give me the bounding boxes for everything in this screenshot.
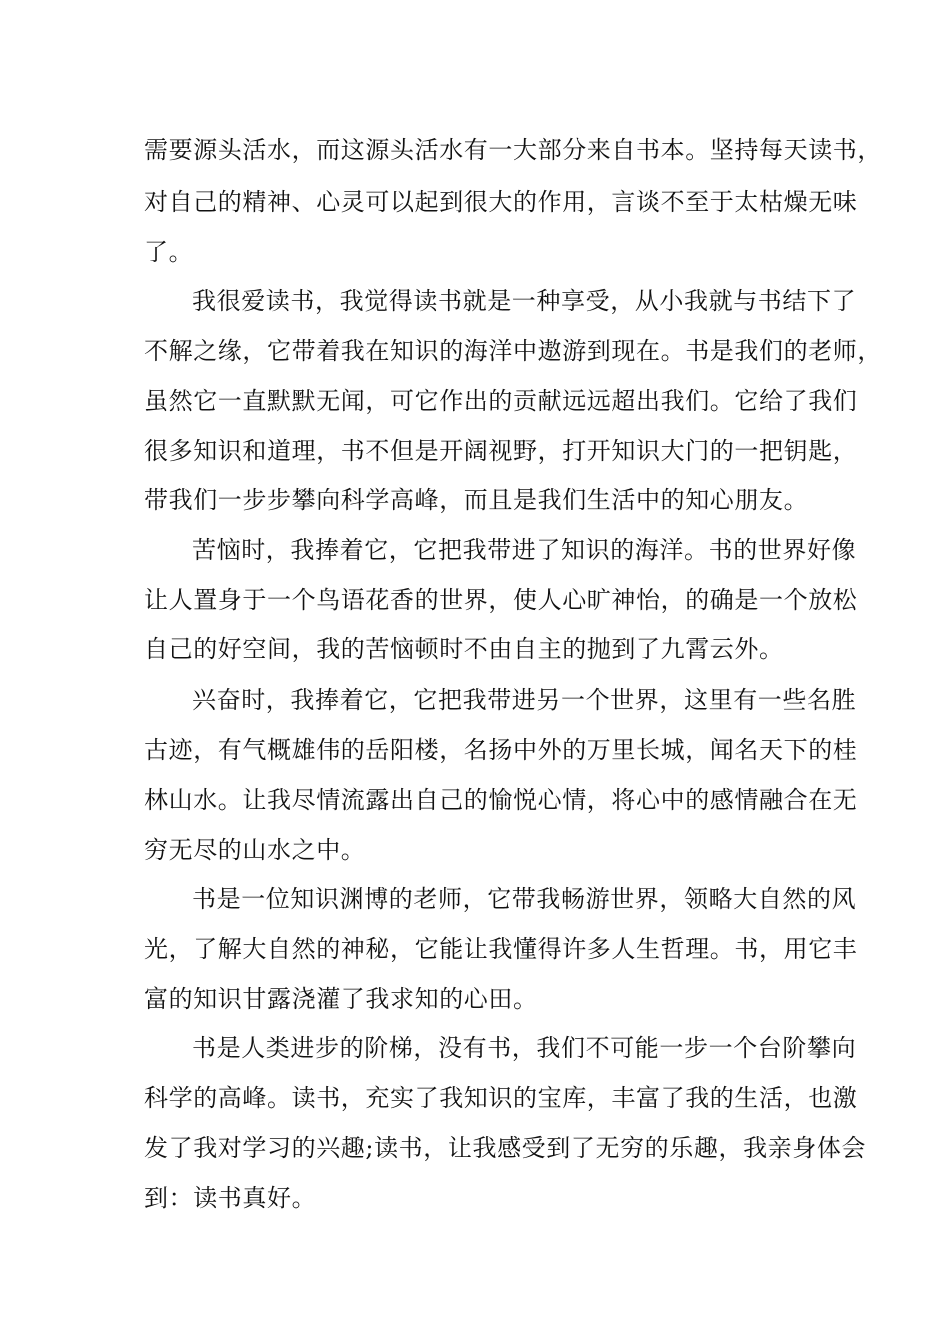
text-line: 对自己的精神、心灵可以起到很大的作用，言谈不至于太枯燥无味: [144, 188, 858, 216]
text-line: 穷无尽的山水之中。: [144, 836, 366, 864]
paragraph-start-line: 书是一位知识渊博的老师，它带我畅游世界，领略大自然的风: [192, 885, 857, 913]
text-line: 古迹，有气概雄伟的岳阳楼，名扬中外的万里长城，闻名天下的桂: [144, 736, 858, 764]
text-line: 虽然它一直默默无闻，可它作出的贡献远远超出我们。它给了我们: [144, 387, 858, 415]
text-line: 富的知识甘露浇灌了我求知的心田。: [144, 985, 538, 1013]
text-line: 到：读书真好。: [144, 1184, 317, 1212]
text-line: 带我们一步步攀向科学高峰，而且是我们生活中的知心朋友。: [144, 486, 809, 514]
paragraph-start-line: 兴奋时，我捧着它，它把我带进另一个世界，这里有一些名胜: [192, 686, 857, 714]
text-line: 自己的好空间，我的苦恼顿时不由自主的抛到了九霄云外。: [144, 635, 784, 663]
text-line: 发了我对学习的兴趣;读书，让我感受到了无穷的乐趣，我亲身体会: [144, 1134, 867, 1162]
text-line: 让人置身于一个鸟语花香的世界，使人心旷神怡，的确是一个放松: [144, 586, 858, 614]
text-line: 需要源头活水，而这源头活水有一大部分来自书本。坚持每天读书，: [144, 136, 882, 164]
text-line: 不解之缘，它带着我在知识的海洋中遨游到现在。书是我们的老师，: [144, 337, 882, 365]
text-line: 光，了解大自然的神秘，它能让我懂得许多人生哲理。书，用它丰: [144, 935, 858, 963]
paragraph-start-line: 苦恼时，我捧着它，它把我带进了知识的海洋。书的世界好像: [192, 536, 857, 564]
text-line: 很多知识和道理，书不但是开阔视野，打开知识大门的一把钥匙，: [144, 437, 858, 465]
paragraph-start-line: 书是人类进步的阶梯，没有书，我们不可能一步一个台阶攀向: [192, 1034, 857, 1062]
text-line: 了。: [144, 238, 194, 266]
paragraph-start-line: 我很爱读书，我觉得读书就是一种享受，从小我就与书结下了: [192, 287, 857, 315]
text-line: 林山水。让我尽情流露出自己的愉悦心情，将心中的感情融合在无: [144, 786, 858, 814]
text-line: 科学的高峰。读书，充实了我知识的宝库，丰富了我的生活，也激: [144, 1084, 858, 1112]
